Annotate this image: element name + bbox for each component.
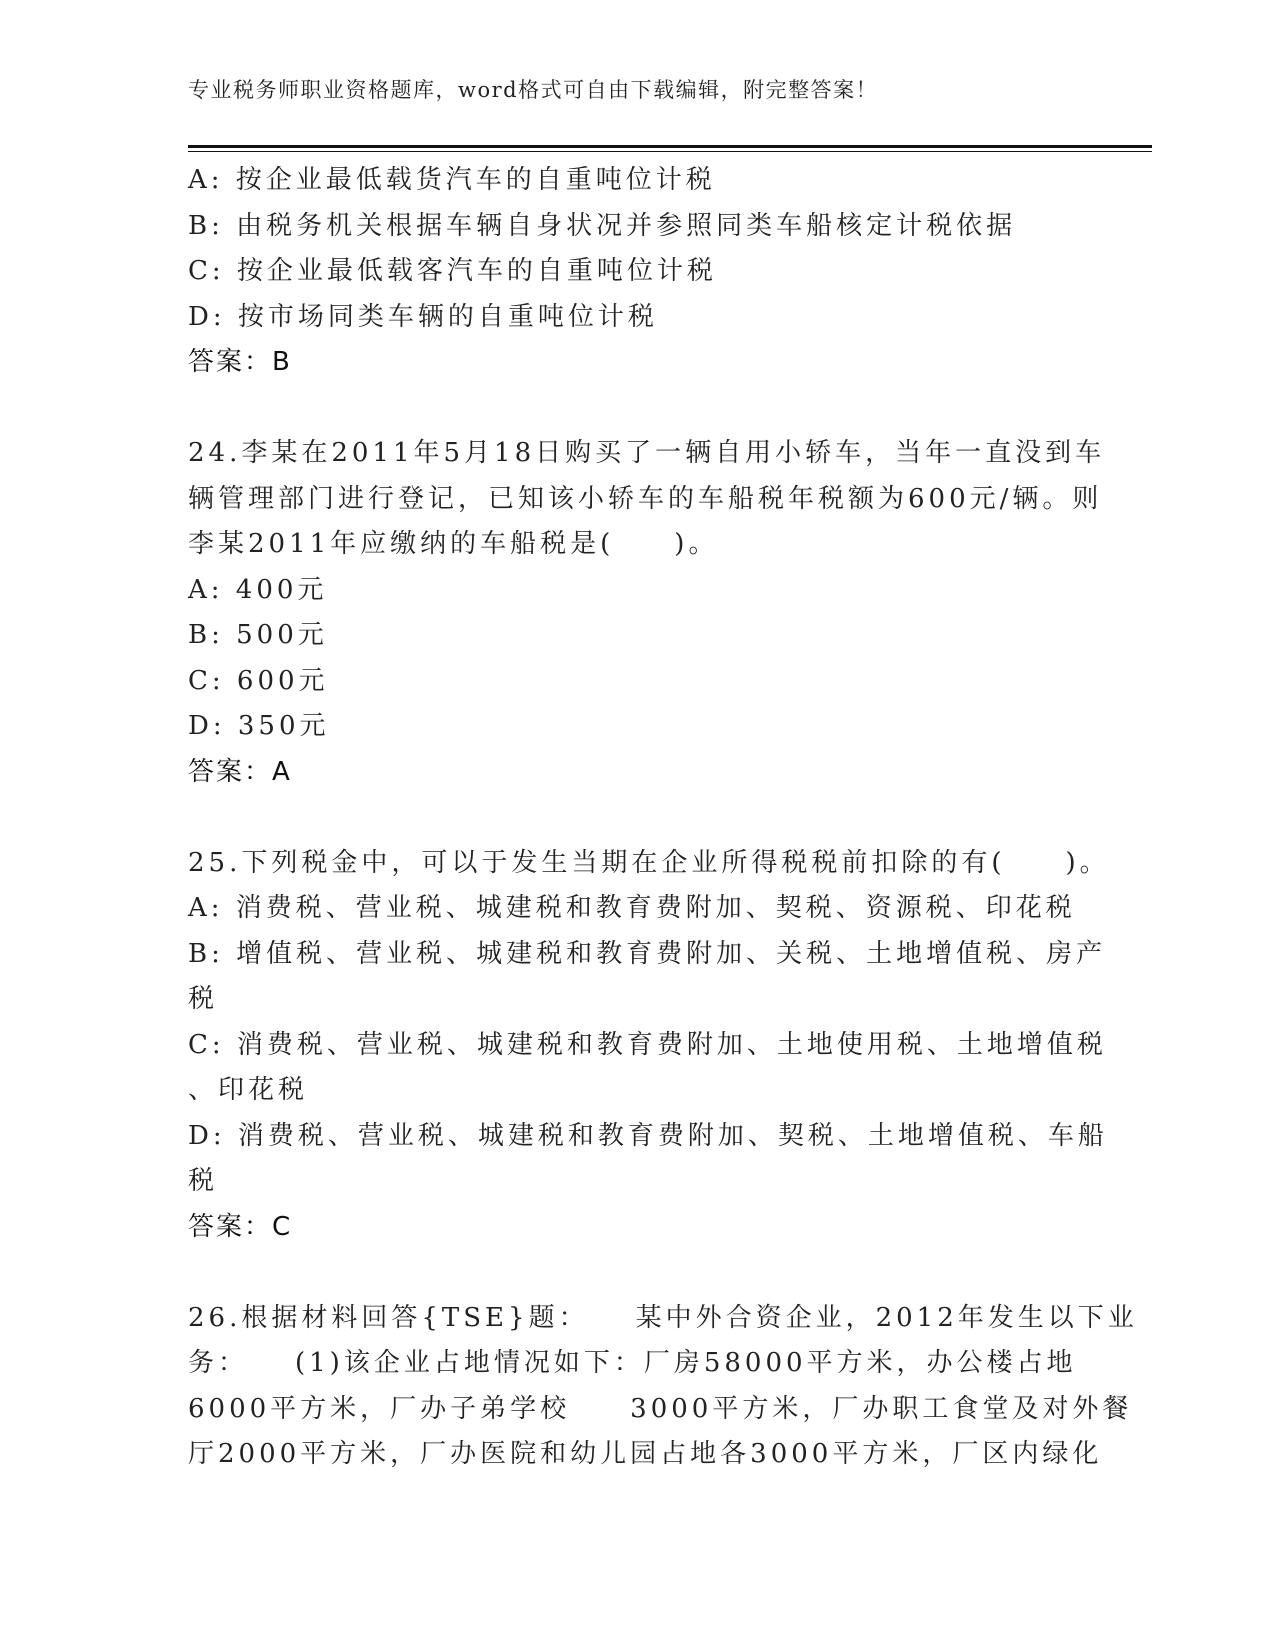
question-stem-line: 6000平方米，厂办子弟学校 3000平方米，厂办职工食堂及对外餐 bbox=[188, 1393, 1133, 1424]
option-a: A: 消费税、营业税、城建税和教育费附加、契税、资源税、印花税 bbox=[188, 893, 1076, 923]
option-b: B: 增值税、营业税、城建税和教育费附加、关税、土地增值税、房产 bbox=[188, 938, 1107, 969]
question-stem-line: 厅2000平方米，厂办医院和幼儿园占地各3000平方米，厂区内绿化 bbox=[188, 1439, 1103, 1469]
option-a: A: 400元 bbox=[188, 574, 328, 605]
option-d: D: 按市场同类车辆的自重吨位计税 bbox=[188, 301, 658, 332]
answer: 答案：A bbox=[188, 756, 292, 787]
answer: 答案：C bbox=[188, 1211, 293, 1242]
option-d: D: 消费税、营业税、城建税和教育费附加、契税、土地增值税、车船 bbox=[188, 1120, 1108, 1151]
option-b-continued: 税 bbox=[188, 984, 219, 1014]
question-23 bbox=[188, 158, 1068, 386]
question-stem-line: 24.李某在2011年5月18日购买了一辆自用小轿车，当年一直没到车 bbox=[188, 438, 1106, 468]
option-c: C: 按企业最低载客汽车的自重吨位计税 bbox=[188, 256, 717, 286]
option-c: C: 600元 bbox=[188, 665, 329, 696]
question-stem-line: 25.下列税金中，可以于发生当期在企业所得税税前扣除的有( )。 bbox=[188, 847, 1110, 878]
question-stem-line: 李某2011年应缴纳的车船税是( )。 bbox=[188, 529, 719, 559]
option-b: B: 500元 bbox=[188, 620, 328, 650]
option-c: C: 消费税、营业税、城建税和教育费附加、土地使用税、土地增值税 bbox=[188, 1029, 1107, 1060]
question-24 bbox=[188, 431, 1106, 795]
page-header: 专业税务师职业资格题库，word格式可自由下载编辑，附完整答案！ bbox=[188, 78, 879, 102]
question-stem-line: 辆管理部门进行登记，已知该小轿车的车船税年税额为600元/辆。则 bbox=[188, 483, 1103, 514]
question-26 bbox=[188, 1296, 1138, 1478]
question-25 bbox=[188, 841, 1110, 1251]
option-b: B: 由税务机关根据车辆自身状况并参照同类车船核定计税依据 bbox=[188, 210, 1017, 241]
option-a: A: 按企业最低载货汽车的自重吨位计税 bbox=[188, 165, 716, 195]
option-d: D: 350元 bbox=[188, 711, 330, 741]
question-stem-line: 26.根据材料回答{TSE}题： 某中外合资企业，2012年发生以下业 bbox=[188, 1302, 1138, 1333]
answer: 答案：B bbox=[188, 347, 292, 377]
option-d-continued: 税 bbox=[188, 1166, 219, 1196]
document-body bbox=[188, 158, 1138, 1478]
header-rule-thin bbox=[188, 151, 1152, 152]
header-rule-thick bbox=[188, 145, 1152, 148]
option-c-continued: 、印花税 bbox=[188, 1075, 309, 1105]
question-stem-line: 务： (1)该企业占地情况如下：厂房58000平方米，办公楼占地 bbox=[188, 1348, 1077, 1378]
